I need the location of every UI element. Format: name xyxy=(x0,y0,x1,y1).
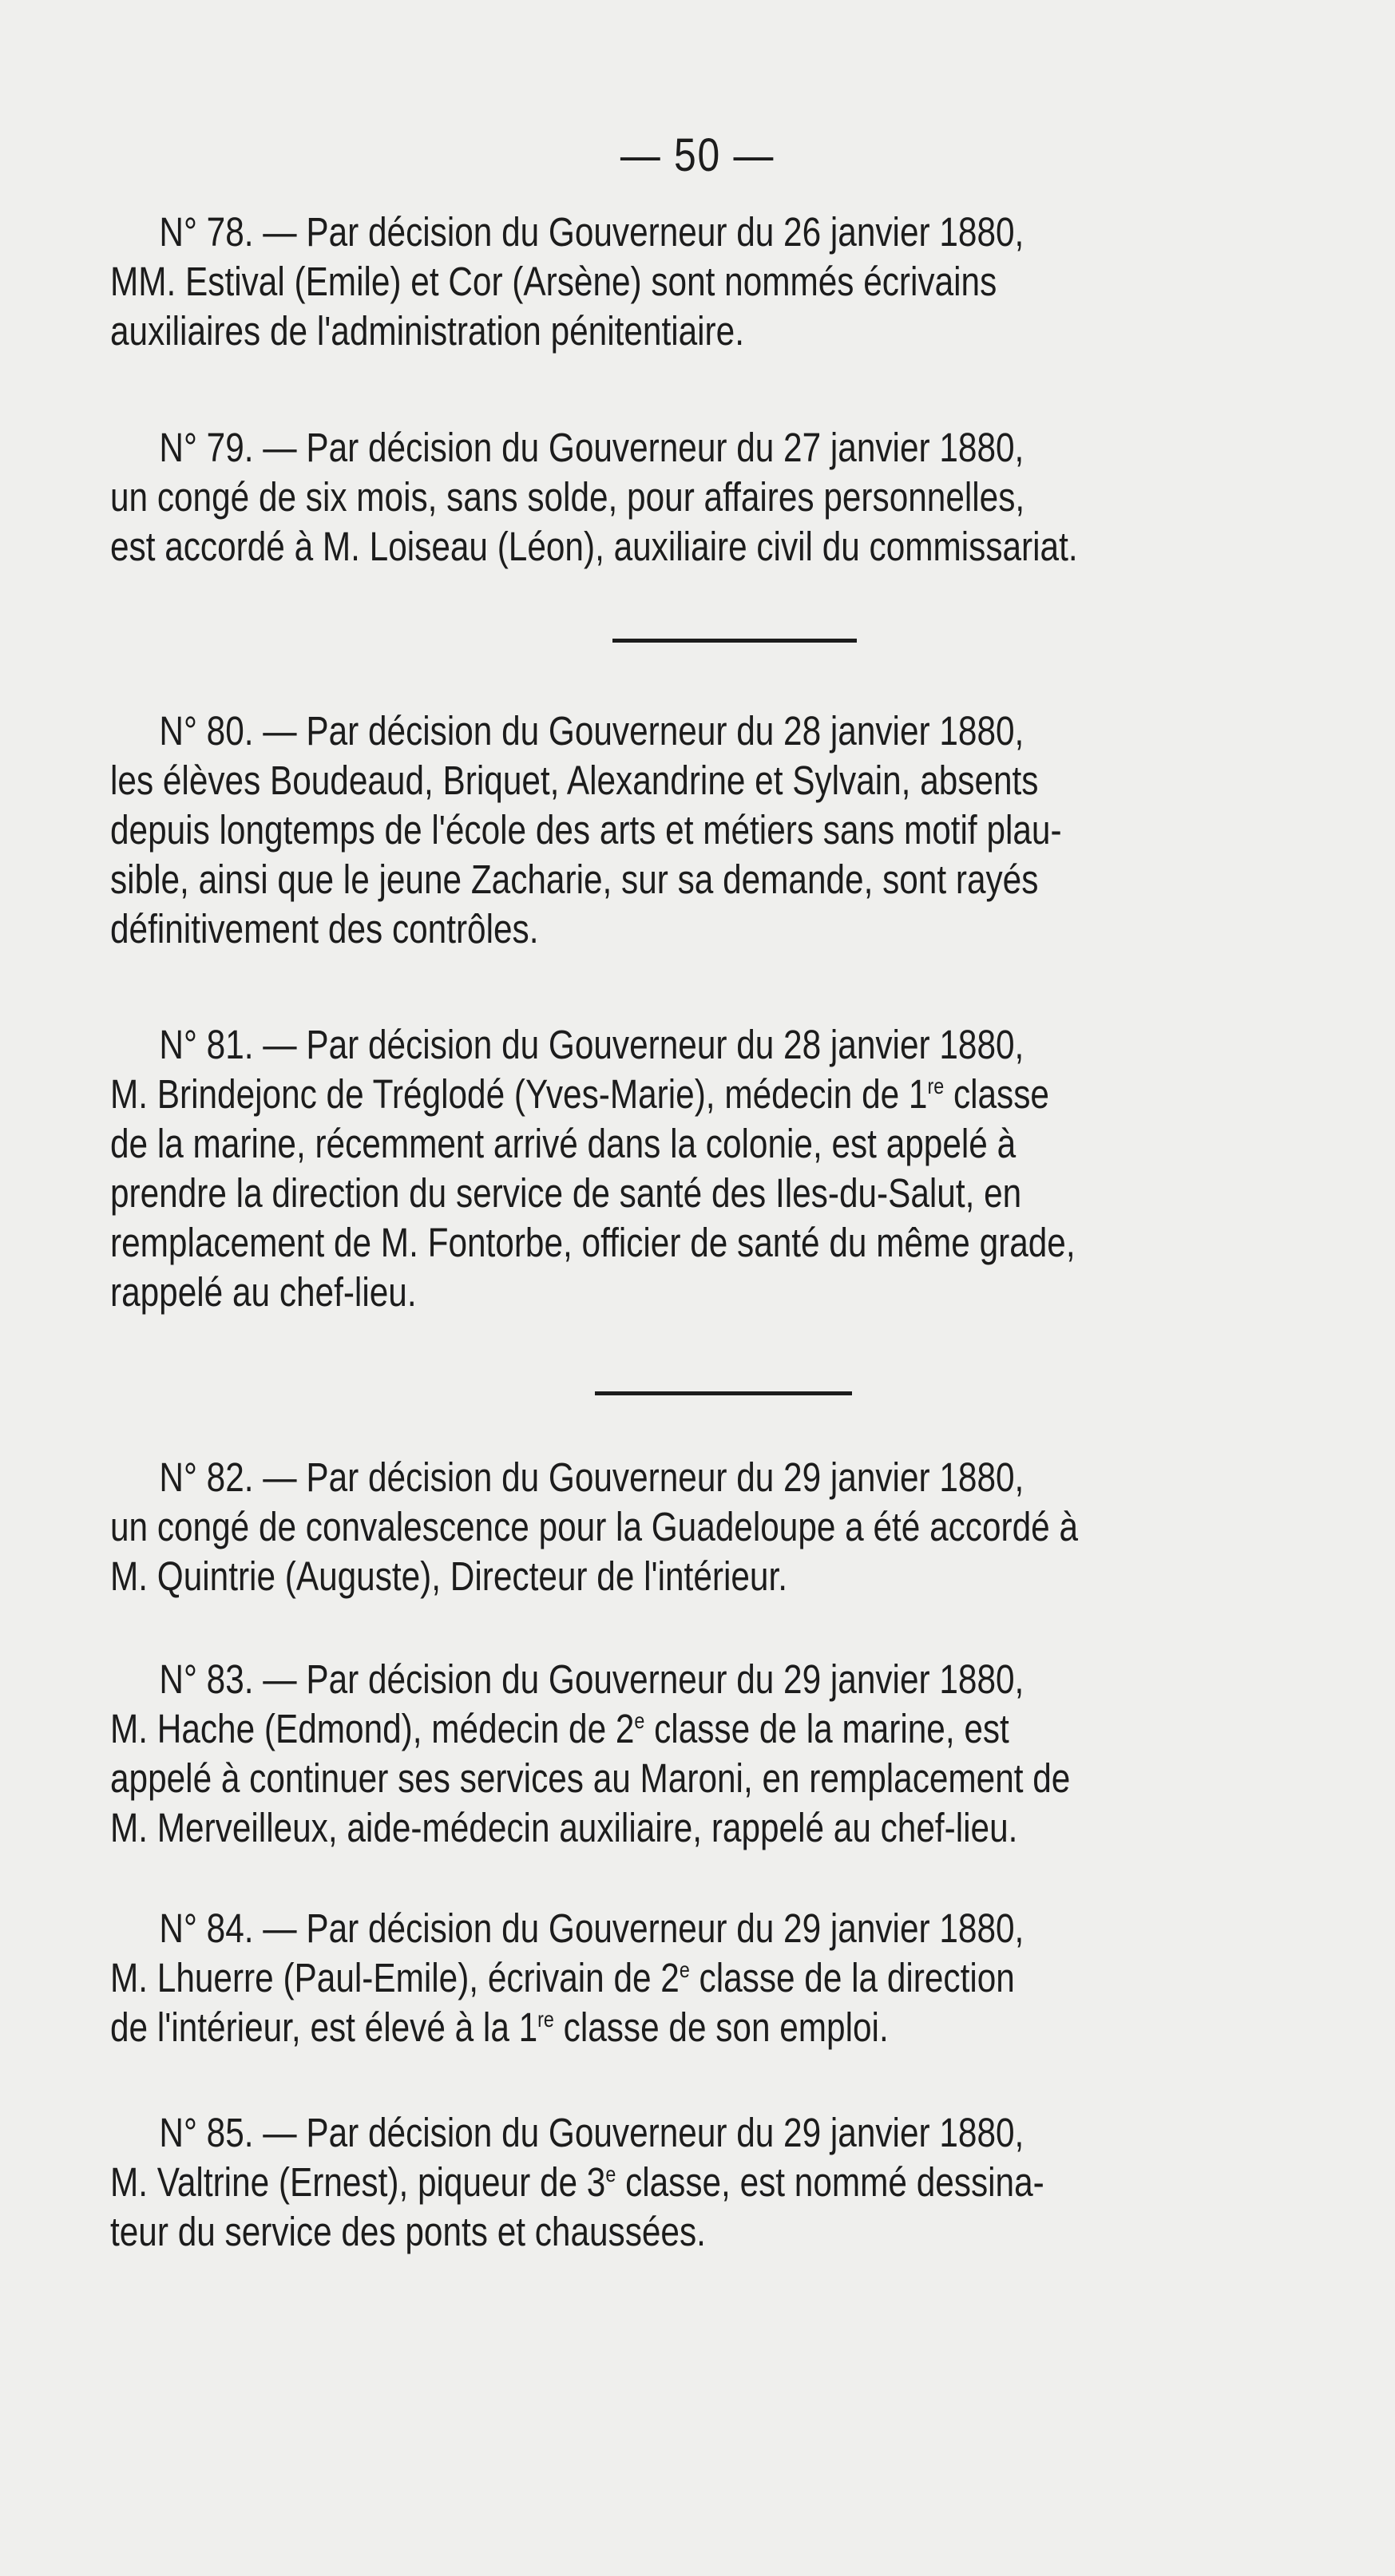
entry-line: rappelé au chef-lieu. xyxy=(110,1269,417,1315)
entry-85 xyxy=(110,2108,1305,2257)
entry-line: teur du service des ponts et chaussées. xyxy=(110,2209,706,2254)
entry-line: N° 83. — Par décision du Gouverneur du 29 janvier 1880, xyxy=(159,1656,1024,1702)
entry-line: N° 78. — Par décision du Gouverneur du 26 janvier 1880, xyxy=(159,209,1024,255)
entry-line: les élèves Boudeaud, Briquet, Alexandrine et Sylvain, absents xyxy=(110,758,1039,803)
entry-line: est accordé à M. Loiseau (Léon), auxiliaire civil du commissariat. xyxy=(110,524,1078,569)
entry-line: MM. Estival (Emile) et Cor (Arsène) sont nommés écrivains xyxy=(110,259,997,304)
entry-line: N° 79. — Par décision du Gouverneur du 27 janvier 1880, xyxy=(159,425,1024,470)
entry-79 xyxy=(110,423,1305,572)
entry-line: sible, ainsi que le jeune Zacharie, sur sa demande, sont rayés xyxy=(110,857,1039,902)
entry-line: de l'intérieur, est élevé à la 1re classe de son emploi. xyxy=(110,2004,889,2050)
entry-line: M. Merveilleux, aide-médecin auxiliaire, rappelé au chef-lieu. xyxy=(110,1805,1018,1850)
page-number: — 50 — xyxy=(620,129,775,181)
entry-84 xyxy=(110,1904,1305,2052)
entry-line: M. Valtrine (Ernest), piqueur de 3e classe, est nommé dessina- xyxy=(110,2159,1044,2205)
entry-line: un congé de six mois, sans solde, pour affaires personnelles, xyxy=(110,474,1025,520)
entry-line: N° 81. — Par décision du Gouverneur du 28 janvier 1880, xyxy=(159,1022,1024,1067)
entry-82 xyxy=(110,1453,1305,1601)
entry-line: auxiliaires de l'administration pénitentiaire. xyxy=(110,308,744,354)
entry-line: M. Brindejonc de Tréglodé (Yves-Marie), médecin de 1re classe xyxy=(110,1071,1049,1117)
separator-rule xyxy=(595,1391,852,1395)
entry-line: M. Lhuerre (Paul-Emile), écrivain de 2e classe de la direction xyxy=(110,1955,1015,2000)
entry-83 xyxy=(110,1655,1305,1853)
entry-line: remplacement de M. Fontorbe, officier de santé du même grade, xyxy=(110,1220,1076,1265)
entry-line: appelé à continuer ses services au Maroni, en remplacement de xyxy=(110,1755,1071,1801)
entry-line: depuis longtemps de l'école des arts et métiers sans motif plau- xyxy=(110,807,1062,853)
entry-line: M. Quintrie (Auguste), Directeur de l'intérieur. xyxy=(110,1553,787,1599)
entry-line: un congé de convalescence pour la Guadeloupe a été accordé à xyxy=(110,1504,1078,1549)
entry-line: N° 82. — Par décision du Gouverneur du 29 janvier 1880, xyxy=(159,1454,1024,1500)
entry-80 xyxy=(110,706,1305,954)
entry-line: de la marine, récemment arrivé dans la colonie, est appelé à xyxy=(110,1121,1017,1166)
separator-rule xyxy=(612,639,857,643)
entry-line: N° 80. — Par décision du Gouverneur du 28 janvier 1880, xyxy=(159,708,1024,754)
entry-81 xyxy=(110,1020,1305,1317)
entry-line: définitivement des contrôles. xyxy=(110,906,539,952)
entry-78 xyxy=(110,208,1305,356)
entry-line: M. Hache (Edmond), médecin de 2e classe de la marine, est xyxy=(110,1706,1009,1751)
entry-line: N° 84. — Par décision du Gouverneur du 29 janvier 1880, xyxy=(159,1905,1024,1951)
entry-line: N° 85. — Par décision du Gouverneur du 29 janvier 1880, xyxy=(159,2110,1024,2155)
entry-line: prendre la direction du service de santé des Iles-du-Salut, en xyxy=(110,1170,1022,1216)
